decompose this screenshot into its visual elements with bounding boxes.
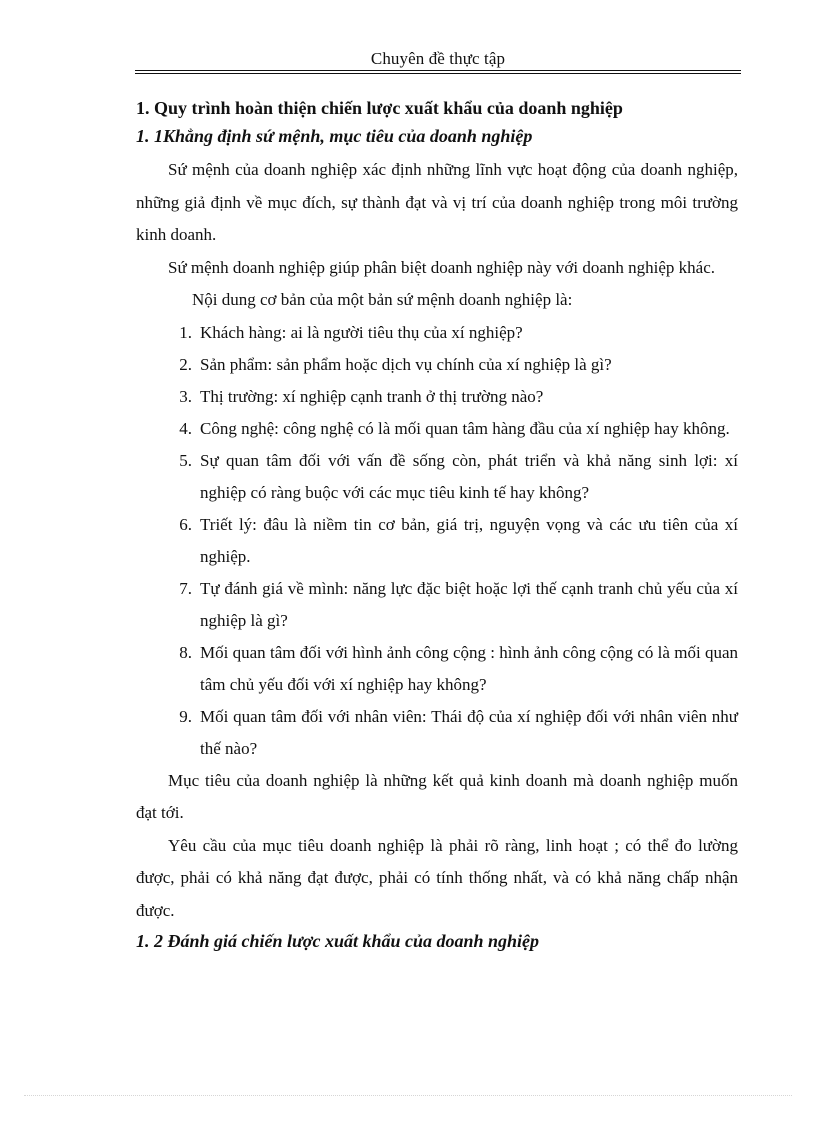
list-item <box>136 701 738 765</box>
list-item-number: 5. <box>179 450 192 470</box>
list-item-text: Sản phẩm: sản phẩm hoặc dịch vụ chính của xí nghiệp là gì? <box>200 354 612 374</box>
list-item-text: Thị trường: xí nghiệp cạnh tranh ở thị trường nào? <box>200 386 544 406</box>
paragraph-mission-distinguish: Sứ mệnh doanh nghiệp giúp phân biệt doanh nghiệp này với doanh nghiệp khác. <box>168 257 715 277</box>
document-body <box>136 96 738 959</box>
subsection-heading: 1. 1Khẳng định sứ mệnh, mục tiêu của doanh nghiệp <box>136 126 533 146</box>
list-item <box>136 317 738 349</box>
section-heading: 1. Quy trình hoàn thiện chiến lược xuất khẩu của doanh nghiệp <box>136 98 623 118</box>
list-item <box>136 413 738 445</box>
page-header-title: Chuyên đề thực tập <box>370 49 506 68</box>
list-item <box>136 637 738 701</box>
list-item-number: 2. <box>179 354 192 374</box>
list-item <box>136 381 738 413</box>
list-item-number: 6. <box>179 514 192 534</box>
list-item-text: Khách hàng: ai là người tiêu thụ của xí nghiệp? <box>200 322 523 342</box>
header-rule-top <box>135 70 741 71</box>
list-item-text: Tự đánh giá về mình: năng lực đặc biệt hoặc lợi thế cạnh tranh chủ yếu của xí nghiệp là gì? <box>200 578 738 630</box>
list-item <box>136 509 738 573</box>
list-item-text: Sự quan tâm đối với vấn đề sống còn, phát triển và khả năng sinh lợi: xí nghiệp có ràng buộc với các mục tiêu kinh tế hay không? <box>200 450 738 502</box>
list-item-number: 4. <box>179 418 192 438</box>
header-rule-bottom <box>135 73 741 74</box>
list-item <box>136 349 738 381</box>
list-item <box>136 573 738 637</box>
paragraph-objective-definition: Mục tiêu của doanh nghiệp là những kết quả kinh doanh mà doanh nghiệp muốn đạt tới. <box>136 770 738 822</box>
list-item-number: 1. <box>179 322 192 342</box>
list-item-number: 3. <box>179 386 192 406</box>
paragraph-objective-requirements: Yêu cầu của mục tiêu doanh nghiệp là phải rõ ràng, linh hoạt ; có thể đo lường được, phải có khả năng đạt được, phải có tính thống nhất, và có khả năng chấp nhận được. <box>136 835 738 920</box>
list-item <box>136 445 738 509</box>
list-item-text: Mối quan tâm đối với hình ảnh công cộng : hình ảnh công cộng có là mối quan tâm chủ yếu đối với xí nghiệp hay không? <box>200 642 738 694</box>
list-item-number: 9. <box>179 706 192 726</box>
mission-content-list <box>136 317 738 765</box>
page-bottom-divider <box>24 1095 792 1096</box>
list-item-number: 8. <box>179 642 192 662</box>
list-item-number: 7. <box>179 578 192 598</box>
paragraph-mission-content-intro: Nội dung cơ bản của một bản sứ mệnh doanh nghiệp là: <box>192 290 573 309</box>
paragraph-mission-definition: Sứ mệnh của doanh nghiệp xác định những lĩnh vực hoạt động của doanh nghiệp, những giả định về mục đích, sự thành đạt và vị trí của doanh nghiệp trong môi trường kinh doanh. <box>136 160 738 244</box>
list-item-text: Mối quan tâm đối với nhân viên: Thái độ của xí nghiệp đối với nhân viên như thế nào? <box>200 706 738 758</box>
list-item-text: Triết lý: đâu là niềm tin cơ bản, giá trị, nguyện vọng và các ưu tiên của xí nghiệp. <box>200 514 738 566</box>
list-item-text: Công nghệ: công nghệ có là mối quan tâm hàng đầu của xí nghiệp hay không. <box>200 418 730 438</box>
subsection-heading-evaluation: 1. 2 Đánh giá chiến lược xuất khẩu của doanh nghiệp <box>136 931 540 951</box>
